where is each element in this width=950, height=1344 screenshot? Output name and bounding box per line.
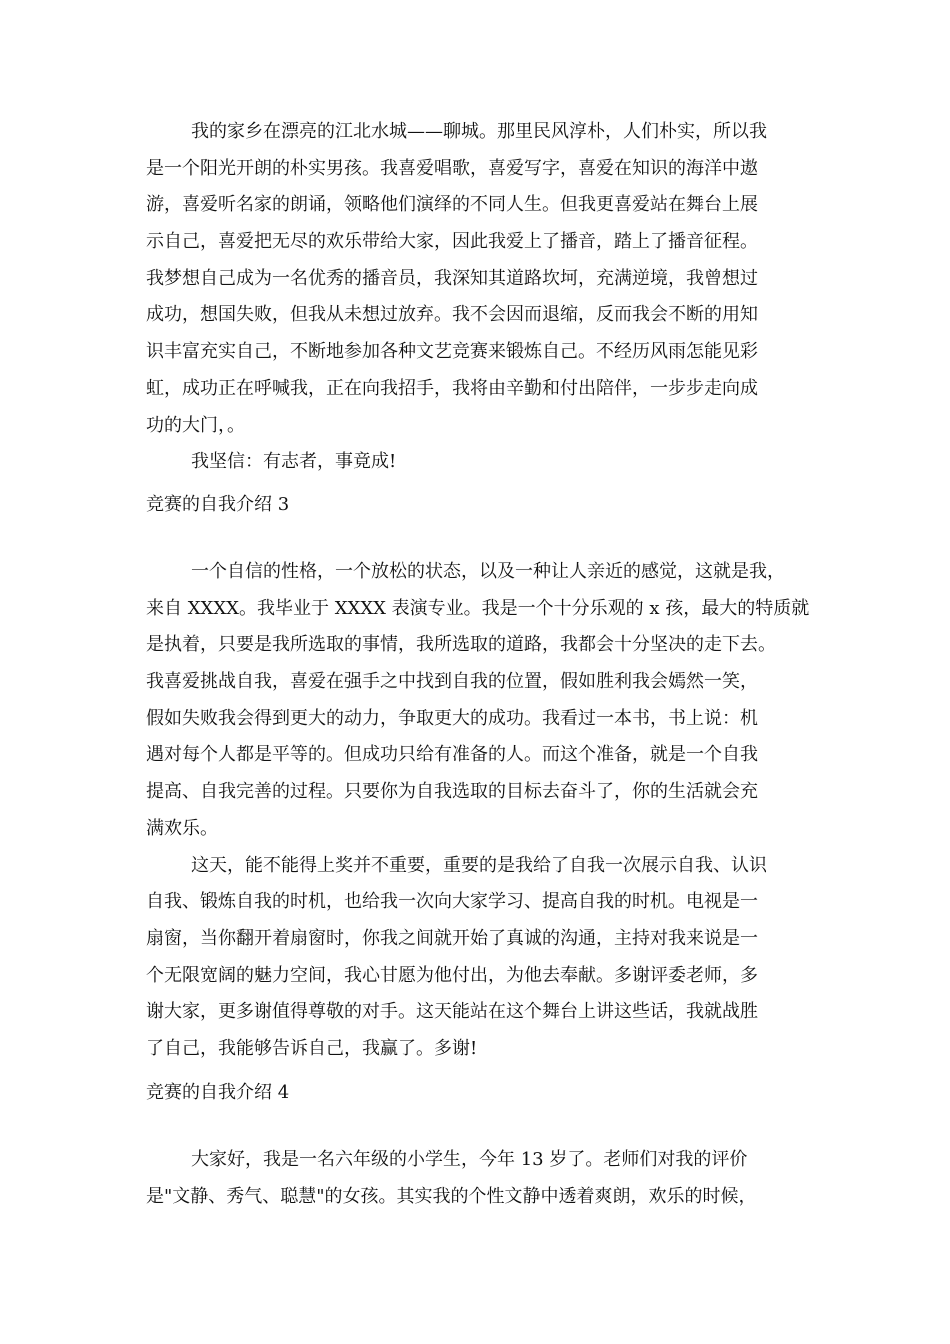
- text-line: 功的大门，。: [146, 414, 245, 436]
- section-3-body: [146, 554, 836, 1068]
- text-line: 是一个阳光开朗的朴实男孩。我喜爱唱歌，喜爱写字，喜爱在知识的海洋中遨: [146, 157, 758, 179]
- section-2-body: [146, 114, 836, 481]
- text-line: 假如失败我会得到更大的动力，争取更大的成功。我看过一本书，书上说：机: [146, 707, 758, 729]
- text-line: 个无限宽阔的魅力空间，我心甘愿为他付出，为他去奉献。多谢评委老师，多: [146, 964, 758, 986]
- text-line: 大家好，我是一名六年级的小学生，今年 13 岁了。老师们对我的评价: [191, 1149, 748, 1170]
- text-line: 识丰富充实自己，不断地参加各种文艺竞赛来锻炼自己。不经历风雨怎能见彩: [146, 341, 758, 363]
- paragraph: [146, 1142, 836, 1215]
- text-line: 我梦想自己成为一名优秀的播音员，我深知其道路坎坷，充满逆境，我曾想过: [146, 267, 758, 289]
- section-heading: 竞赛的自我介绍 4: [146, 1082, 290, 1103]
- text-line: 游，喜爱听名家的朗诵，领略他们演绎的不同人生。但我更喜爱站在舞台上展: [146, 194, 758, 216]
- paragraph: [146, 848, 836, 1068]
- text-line: 扇窗，当你翻开着扇窗时，你我之间就开始了真诚的沟通，主持对我来说是一: [146, 927, 758, 949]
- section-heading: 竞赛的自我介绍 3: [146, 494, 290, 515]
- text-line: 来自 XXXX。我毕业于 XXXX 表演专业。我是一个十分乐观的 x 孩，最大的特质就: [146, 597, 810, 619]
- text-line: 遇对每个人都是平等的。但成功只给有准备的人。而这个准备，就是一个自我: [146, 744, 758, 766]
- text-line: 这天，能不能得上奖并不重要，重要的是我给了自我一次展示自我、认识: [191, 854, 767, 876]
- text-line: 是执着，只要是我所选取的事情，我所选取的道路，我都会十分坚决的走下去。: [146, 634, 776, 656]
- text-line: 满欢乐。: [146, 817, 218, 839]
- text-line: 是"文静、秀气、聪慧"的女孩。其实我的个性文静中透着爽朗，欢乐的时候，: [146, 1185, 757, 1207]
- text-line: 自我、锻炼自我的时机，也给我一次向大家学习、提高自我的时机。电视是一: [146, 891, 758, 913]
- text-line: 我喜爱挑战自我，喜爱在强手之中找到自我的位置，假如胜利我会嫣然一笑，: [146, 671, 758, 693]
- text-line: 示自己，喜爱把无尽的欢乐带给大家，因此我爱上了播音，踏上了播音征程。: [146, 231, 758, 253]
- text-line: 虹，成功正在呼喊我，正在向我招手，我将由辛勤和付出陪伴，一步步走向成: [146, 377, 758, 399]
- section-4-body: [146, 1142, 836, 1215]
- paragraph: [146, 554, 836, 848]
- text-line: 我坚信：有志者，事竟成!: [191, 451, 397, 473]
- text-line: 成功，想国失败，但我从未想过放弃。我不会因而退缩，反而我会不断的用知: [146, 304, 758, 326]
- text-line: 谢大家，更多谢值得尊敬的对手。这天能站在这个舞台上讲这些话，我就战胜: [146, 1001, 758, 1023]
- text-line: 我的家乡在漂亮的江北水城——聊城。那里民风淳朴，人们朴实，所以我: [191, 121, 767, 142]
- paragraph: [146, 114, 836, 444]
- text-line: 了自己，我能够告诉自己，我赢了。多谢!: [146, 1037, 478, 1059]
- text-line: 提高、自我完善的过程。只要你为自我选取的目标去奋斗了，你的生活就会充: [146, 781, 758, 803]
- text-line: 一个自信的性格，一个放松的状态，以及一种让人亲近的感觉，这就是我，: [191, 561, 785, 582]
- paragraph: [146, 444, 836, 481]
